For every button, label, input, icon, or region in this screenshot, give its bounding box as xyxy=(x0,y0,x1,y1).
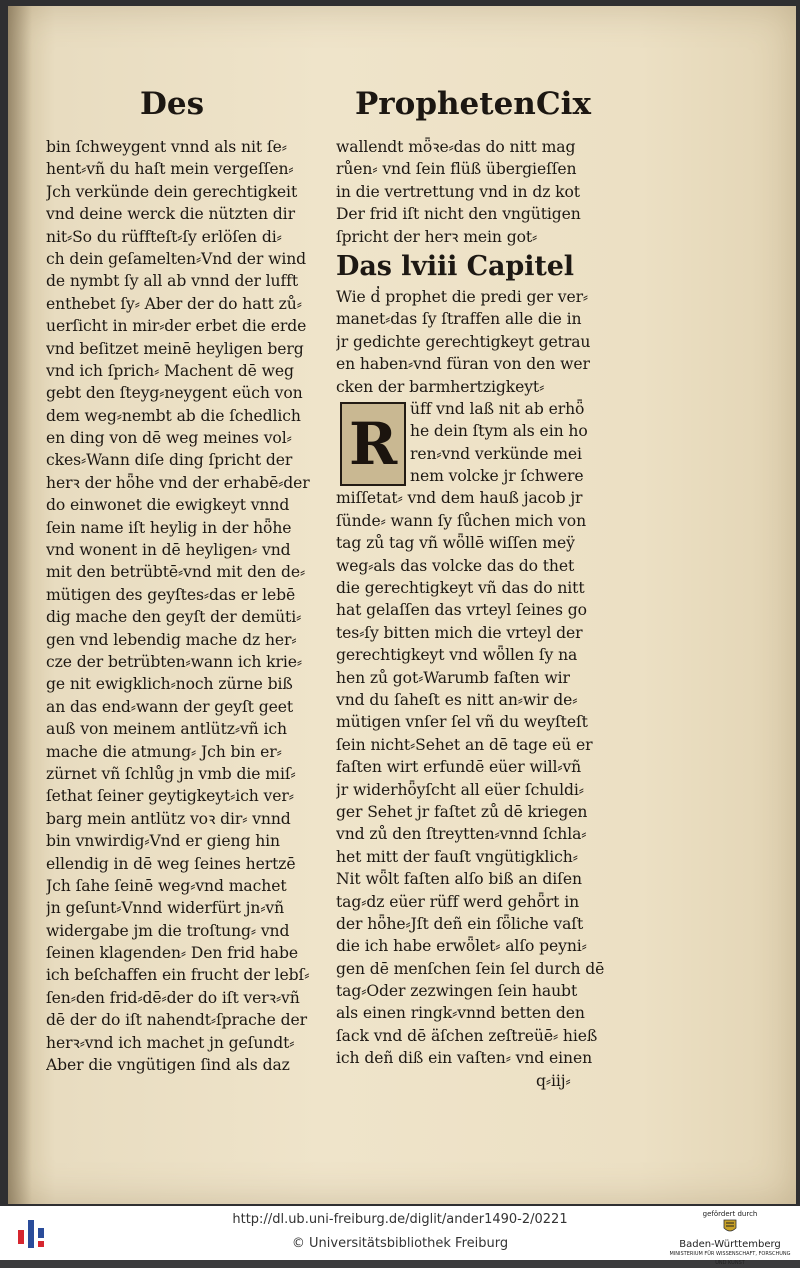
text-line: wallendt mȫꝛe⸗das do nitt mag xyxy=(336,138,576,156)
text-line: cken der barmhertzigkeyt⸗ xyxy=(336,377,545,396)
text-line: enthebet ſy⸗ Aber der do hatt zů⸗ xyxy=(46,294,302,313)
text-line: barg mein antlütz voꝛ dir⸗ vnnd xyxy=(46,809,291,828)
text-line: bin vnwirdig⸗Vnd er gieng hin xyxy=(46,832,280,851)
signature-mark: q⸗iij⸗ xyxy=(536,1071,571,1090)
text-line: die ich habe erwȫlet⸗ alſo peyni⸗ xyxy=(336,937,587,956)
text-line: tag zů tag vñ wȫllē wiſſen meÿ xyxy=(336,534,575,553)
text-line: ich deñ diß ein vaſten⸗ vnd einen xyxy=(336,1049,593,1068)
text-line: vnd deine werck die nützten dir xyxy=(46,205,295,224)
text-line: weg⸗als das volcke das do thet xyxy=(336,556,575,575)
text-line: ger Sehet jr faſtet zů dē kriegen xyxy=(336,802,588,821)
text-line: manet⸗das ſy ſtraffen alle die in xyxy=(336,310,582,329)
text-line: en ding von dē weg meines vol⸗ xyxy=(46,429,292,448)
text-line: gen vnd lebendig mache dz her⸗ xyxy=(46,630,297,649)
text-line: hat gelaſſen das vrteyl ſeines go xyxy=(336,601,587,620)
text-line: de nymbt ſy all ab vnnd der lufft xyxy=(46,272,299,291)
text-line: auß von meinem antlütz⸗vñ ich xyxy=(46,720,287,739)
text-line: gen dē menſchen ſein ſel durch dē xyxy=(336,959,605,978)
text-line: miſſetat⸗ vnd dem hauß jacob jr xyxy=(336,489,583,508)
right-text-column xyxy=(336,136,616,1092)
sponsor-caption: gefördert durch xyxy=(702,1210,758,1218)
text-line: he dein ſtym als ein ho xyxy=(410,422,588,441)
header-left: Des xyxy=(140,86,205,122)
text-line: Jch verkünde dein gerechtigkeit xyxy=(46,182,298,201)
chapter-heading: Das lviii Capitel xyxy=(336,250,574,282)
text-line: dē der do iſt nahendt⸗ſprache der xyxy=(46,1011,308,1030)
text-line: üff vnd laß nit ab erhȫ xyxy=(410,399,585,418)
text-line: Jch ſahe ſeinē weg⸗vnd machet xyxy=(46,876,287,895)
text-line: nem volcke jr ſchwere xyxy=(410,467,584,486)
permalink-url[interactable]: http://dl.ub.uni-freiburg.de/diglit/ander1490-2/0221 xyxy=(232,1212,568,1227)
text-line: der hȫhe⸗Jſt deñ ein ſȫliche vaſt xyxy=(336,914,584,933)
text-line: mit den betrübtē⸗vnd mit den de⸗ xyxy=(46,563,306,582)
text-line: jn geſunt⸗Vnnd widerfürt jn⸗vñ xyxy=(46,899,285,918)
text-line: widergabe jm die troſtung⸗ vnd xyxy=(46,921,290,940)
text-line: ſein nicht⸗Sehet an dē tage eü er xyxy=(336,735,593,754)
text-line: bin ſchweygent vnnd als nit ſe⸗ xyxy=(46,138,287,156)
text-line: ſack vnd dē äſchen zeſtreüē⸗ hieß xyxy=(336,1026,598,1045)
text-line: ſeinen klagenden⸗ Den frid habe xyxy=(46,944,298,963)
text-line: dem weg⸗nembt ab die ſchedlich xyxy=(46,406,301,425)
text-line: vnd wonent in dē heyligen⸗ vnd xyxy=(46,541,291,560)
viewer-footer xyxy=(0,1206,800,1266)
header-center: Propheten xyxy=(355,86,536,122)
text-line: herꝛ der hȫhe vnd der erhabē⸗der xyxy=(46,473,310,492)
coat-of-arms-icon xyxy=(720,1219,740,1235)
text-line: tes⸗ſy bitten mich die vrteyl der xyxy=(336,623,583,642)
text-line: die gerechtigkeyt vñ das do nitt xyxy=(336,579,585,598)
text-line: en haben⸗vnd füran von den wer xyxy=(336,355,590,374)
text-line: gerechtigkeyt vnd wȫllen ſy na xyxy=(336,646,578,665)
text-line: hent⸗vñ du haſt mein vergeſſen⸗ xyxy=(46,160,294,179)
text-line: dig mache den geyſt der demüti⸗ xyxy=(46,608,302,627)
text-line: růen⸗ vnd ſein flüß übergieſſen xyxy=(336,160,577,179)
text-line: an das end⸗wann der geyſt geet xyxy=(46,697,294,716)
text-line: mütigen vnſer ſel vñ du weyſteſt xyxy=(336,713,588,732)
text-line: herꝛ⸗vnd ich machet jn geſundt⸗ xyxy=(46,1033,295,1052)
initial-block xyxy=(336,398,616,488)
text-line: vnd beſitzet meinē heyligen berg xyxy=(46,339,304,358)
text-line: ſen⸗den frid⸗dē⸗der do iſt verꝛ⸗vñ xyxy=(46,988,300,1007)
text-line: ſein name iſt heylig in der hȫhe xyxy=(46,518,292,537)
text-line: vnd zů den ſtreytten⸗vnnd ſchla⸗ xyxy=(336,825,587,844)
text-line: cze der betrübten⸗wann ich krie⸗ xyxy=(46,652,302,671)
text-line: gebt den ſteyg⸗neygent eüch von xyxy=(46,384,303,403)
chapter-summary xyxy=(336,286,616,398)
decorated-initial: R xyxy=(340,402,406,486)
text-line: jr widerhȫyſcht all eüer ſchuldi⸗ xyxy=(336,780,584,799)
text-line: do einwonet die ewigkeyt vnnd xyxy=(46,496,290,515)
right-column-body xyxy=(336,487,616,1069)
gutter-shadow xyxy=(8,6,32,1204)
text-line: ren⸗vnd verkünde mei xyxy=(410,444,582,463)
text-line: zürnet vñ ſchlůg jn vmb die miſ⸗ xyxy=(46,764,296,783)
text-line: tag⸗Oder zezwingen ſein haubt xyxy=(336,982,578,1001)
text-line: ellendig in dē weg ſeines hertzē xyxy=(46,854,296,873)
text-line: mache die atmung⸗ Jch bin er⸗ xyxy=(46,742,282,761)
text-line: ge nit ewigklich⸗noch zürne biß xyxy=(46,675,293,694)
text-line: ch dein geſamelten⸗Vnd der wind xyxy=(46,249,307,268)
text-line: ich beſchaffen ein frucht der lebſ⸗ xyxy=(46,966,310,985)
text-line: Aber die vngütigen ſind als daz xyxy=(46,1056,290,1075)
text-line: uerſicht in mir⸗der erbet die erde xyxy=(46,317,307,336)
right-column-continuation xyxy=(336,136,616,248)
text-line: vnd ich ſprich⸗ Machent dē weg xyxy=(46,361,294,380)
sponsor-name: Baden-Württemberg xyxy=(679,1239,781,1250)
text-line: nit⸗So du rüffteſt⸗ſy erlöſen di⸗ xyxy=(46,227,282,246)
text-line: tag⸗dz eüer rüff werd gehȫrt in xyxy=(336,892,580,911)
text-line: faſten wirt erfundē eüer will⸗vñ xyxy=(336,758,582,777)
text-line: Wie d̓ prophet die predi ger ver⸗ xyxy=(336,287,589,306)
text-line: jr gedichte gerechtigkeyt getrau xyxy=(336,332,591,351)
text-line: ſünde⸗ wann ſy ſůchen mich von xyxy=(336,511,587,530)
text-line: vnd du ſaheſt es nitt an⸗wir de⸗ xyxy=(336,690,578,709)
text-line: als einen ringk⸗vnnd betten den xyxy=(336,1004,585,1023)
text-line: hen zů got⸗Warumb faſten wir xyxy=(336,668,570,687)
text-line: in die vertrettung vnd in dz kot xyxy=(336,182,580,201)
copyright-notice: © Universitätsbibliothek Freiburg xyxy=(291,1236,509,1251)
header-right: Cix xyxy=(536,86,591,122)
text-line: Nit wȫlt faſten alſo biß an diſen xyxy=(336,870,582,889)
sponsor-ministry: MINISTERIUM FÜR WISSENSCHAFT, FORSCHUNG UND KUNST xyxy=(669,1251,791,1266)
text-line: mütigen des geyſtes⸗das er lebē xyxy=(46,585,296,604)
text-line: ſpricht der herꝛ mein got⸗ xyxy=(336,227,538,246)
text-line: het mitt der fauſt vngütigklich⸗ xyxy=(336,847,578,866)
text-line: Der frid iſt nicht den vngütigen xyxy=(336,205,581,224)
left-text-column xyxy=(46,136,326,1076)
text-line: ſethat ſeiner geytigkeyt⸗ich ver⸗ xyxy=(46,787,294,806)
text-line: ckes⸗Wann diſe ding ſpricht der xyxy=(46,451,293,470)
sponsor-logo xyxy=(666,1210,794,1266)
